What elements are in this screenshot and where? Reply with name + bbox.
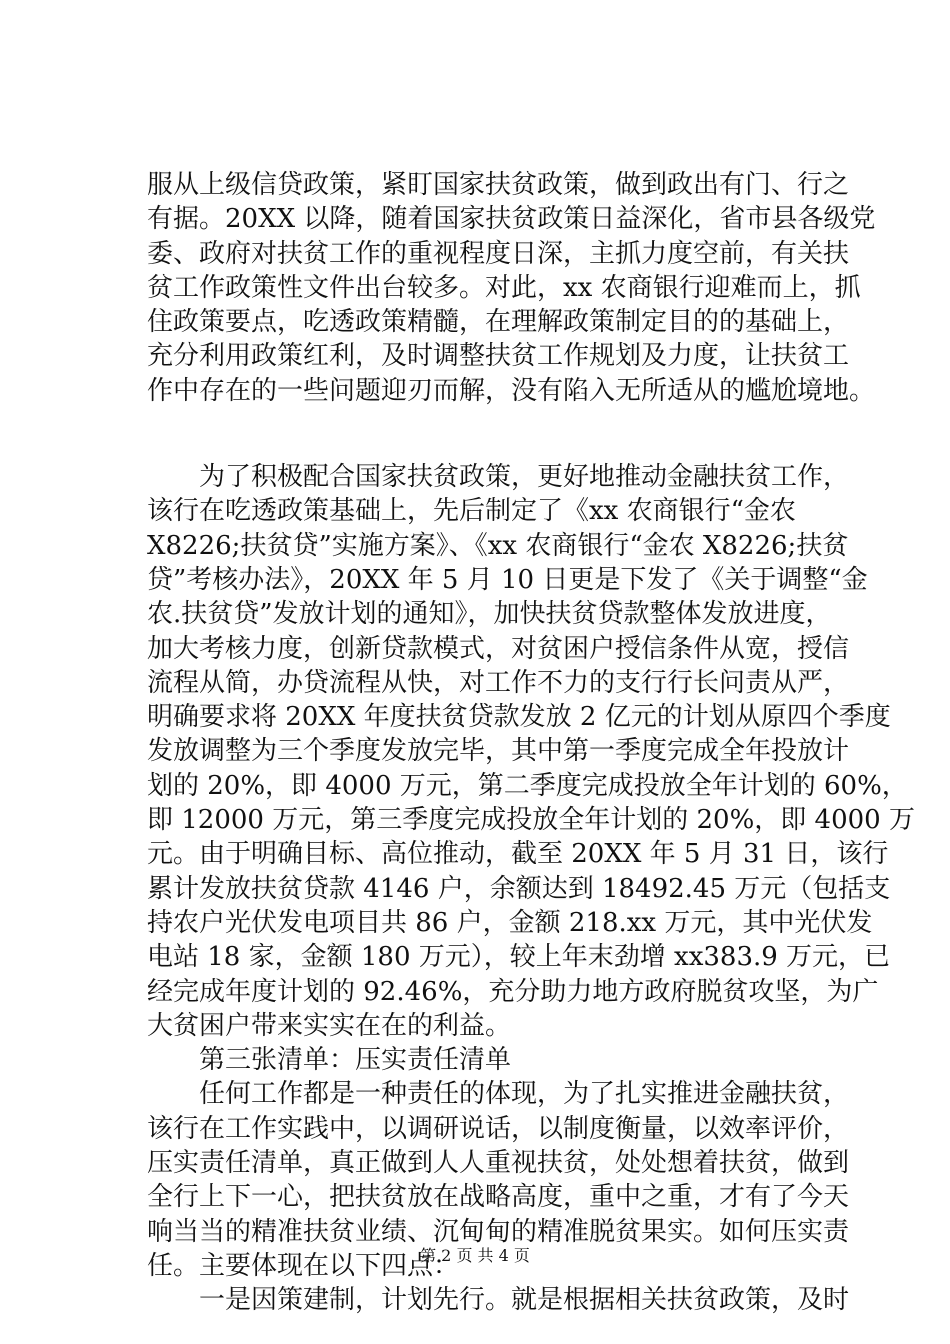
paragraph-gap [147,408,837,460]
text-line: 该行在工作实践中，以调研说话，以制度衡量，以效率评价， [147,1113,850,1144]
text-line: 划的 20%，即 4000 万元，第二季度完成投放全年计划的 60%， [147,770,908,801]
text-line: 为了积极配合国家扶贫政策，更好地推动金融扶贫工作， [147,462,850,493]
text-line: 农.扶贫贷”发放计划的通知》，加快扶贫贷款整体发放进度， [147,599,832,630]
text-line: 任。主要体现在以下四点： [147,1250,460,1281]
document-body [147,168,915,1318]
page-number-footer: 第 2 页 共 4 页 [420,1246,530,1265]
text-line: 贷”考核办法》，20XX 年 5 月 10 日更是下发了《关于调整“金 [147,564,868,595]
text-line: X8226;扶贫贷”实施方案》、《xx 农商银行“金农 X8226;扶贫 [147,530,849,561]
text-line: 该行在吃透政策基础上，先后制定了《xx 农商银行“金农 [147,496,796,527]
text-line: 作中存在的一些问题迎刃而解，没有陷入无所适从的尴尬境地。 [147,375,876,406]
text-line: 全行上下一心，把扶贫放在战略高度，重中之重，才有了今天 [147,1182,850,1213]
paragraph-loan-plan [147,460,915,1317]
section-heading: 第三张清单：压实责任清单 [147,1045,512,1076]
text-line: 压实责任清单，真正做到人人重视扶贫，处处想着扶贫，做到 [147,1148,850,1179]
text-line: 持农户光伏发电项目共 86 户，金额 218.xx 万元，其中光伏发 [147,907,873,938]
text-line: 即 12000 万元，第三季度完成投放全年计划的 20%，即 4000 万 [147,805,915,836]
text-line: 有据。20XX 以降，随着国家扶贫政策日益深化，省市县各级党 [147,204,876,235]
text-line: 经完成年度计划的 92.46%，充分助力地方政府脱贫攻坚，为广 [147,976,879,1007]
text-line: 电站 18 家，金额 180 万元），较上年末劲增 xx383.9 万元，已 [147,942,891,973]
text-line: 流程从简，办贷流程从快，对工作不力的支行行长问责从严， [147,667,850,698]
text-line: 大贫困户带来实实在在的利益。 [147,1010,512,1041]
text-line: 元。由于明确目标、高位推动，截至 20XX 年 5 月 31 日，该行 [147,839,889,870]
text-line: 加大考核力度，创新贷款模式，对贫困户授信条件从宽，授信 [147,633,850,664]
text-line: 累计发放扶贫贷款 4146 户，余额达到 18492.45 万元（包括支 [147,873,891,904]
text-line: 充分利用政策红利，及时调整扶贫工作规划及力度，让扶贫工 [147,341,850,372]
paragraph-policy-followup [147,168,876,408]
text-line: 明确要求将 20XX 年度扶贫贷款发放 2 亿元的计划从原四个季度 [147,702,891,733]
text-line: 发放调整为三个季度发放完毕，其中第一季度完成全年投放计 [147,736,850,767]
text-line: 一是因策建制，计划先行。就是根据相关扶贫政策，及时 [147,1285,850,1316]
text-line: 委、政府对扶贫工作的重视程度日深，主抓力度空前，有关扶 [147,238,850,269]
text-line: 住政策要点，吃透政策精髓，在理解政策制定目的的基础上， [147,307,850,338]
text-line: 贫工作政策性文件出台较多。对此，xx 农商银行迎难而上，抓 [147,272,861,303]
text-line: 服从上级信贷政策，紧盯国家扶贫政策，做到政出有门、行之 [147,170,850,200]
text-line: 响当当的精准扶贫业绩、沉甸甸的精准脱贫果实。如何压实责 [147,1216,850,1247]
text-line: 任何工作都是一种责任的体现，为了扎实推进金融扶贫， [147,1079,850,1110]
